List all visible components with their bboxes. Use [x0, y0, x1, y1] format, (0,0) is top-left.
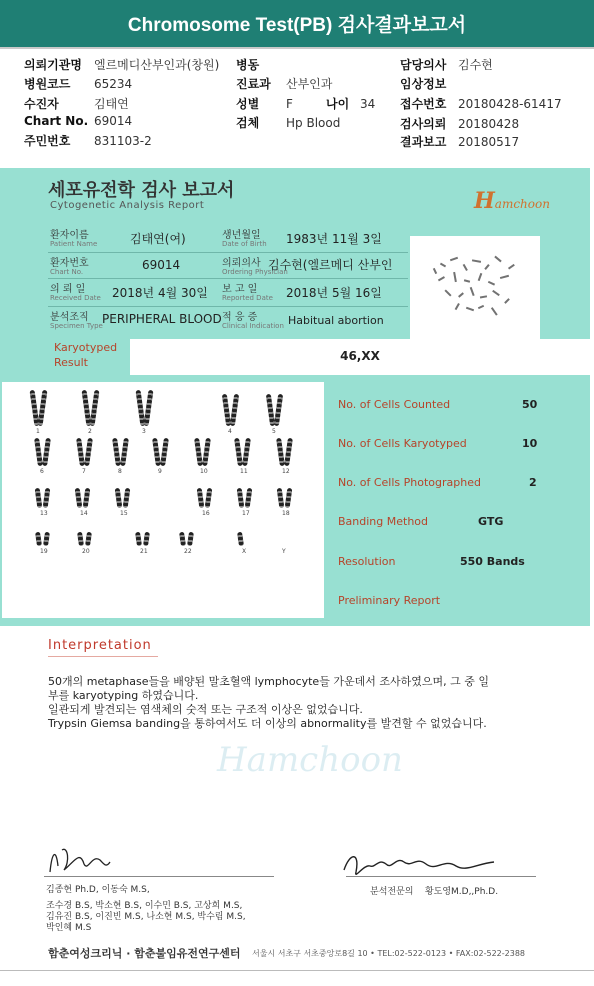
chromosome-number: 2 — [88, 428, 92, 435]
received-date: 2018년 4월 30일 — [112, 286, 208, 300]
karyotype-result: 46,XX — [340, 349, 380, 363]
divider — [48, 252, 408, 253]
metaphase-spread-image — [410, 236, 540, 342]
staff-line: 김유진 B.S, 이진빈 M.S, 나소현 M.S, 박수림 M.S, — [46, 912, 246, 922]
chromosome-number: 17 — [242, 510, 250, 517]
info-request-date: 검사의뢰 20180428 — [400, 117, 520, 131]
report-title: Chromosome Test(PB) 검사결과보고서 — [127, 15, 467, 36]
indication: Habitual abortion — [288, 314, 384, 327]
info-age: 나이 34 — [326, 97, 376, 111]
physician: 김수현(엘르메디 산부인 — [268, 258, 393, 272]
info-resident-no: 주민번호 831103-2 — [24, 134, 152, 148]
cytogenetic-report: 세포유전학 검사 보고서 Cytogenetic Analysis Report Hamchoon 환자이름 Patient Name 김태연(여) 생년월일 Date of Birth 1983년 11월 3일 환자번호 Chart No. 69014 의뢰의사 Ordering Physician 김수현(엘르메디 산부인 의 뢰 일 Received Date 2018년 4월 30일 보 고 일 Reported Date 2018년 5월 16일 분석조직 Specimen Type PERIPHERAL BLOOD 적 응 증 Clinical Indication Habitual abortion Karyotyped Result 46,XX 1 2 3 4 5 6 7 8 9 10 11 12 13 14 15 16 17 18 19 20 21 22 X Y No. of Cells Counted 50 No. of Cells Karyotyped 10 No. of Cells Photographed 2 Banding Method GTG Resolution 550 Bands Preliminary Report — [0, 168, 590, 626]
chromosome-number: 13 — [40, 510, 48, 517]
chromosome-number: Y — [282, 548, 286, 555]
report-heading: 세포유전학 검사 보고서 — [48, 180, 235, 201]
dob: 1983년 11월 3일 — [286, 232, 382, 246]
patient-name: 김태연(여) — [130, 232, 186, 246]
interpretation-line: 50개의 metaphase들을 배양된 말초혈액 lymphocyte들 가운데서 조사하였으며, 그 중 일 — [48, 675, 489, 688]
interpretation-line: 일관되게 발견되는 염색체의 숫적 또는 구조적 이상은 없었습니다. — [48, 703, 363, 716]
chromosome-number: 22 — [184, 548, 192, 555]
physician-label: 의뢰의사 Ordering Physician — [222, 258, 288, 276]
interpretation-line: Trypsin Giemsa banding을 통하여서도 더 이상의 abnormality를 발견할 수 없었습니다. — [48, 717, 487, 730]
info-department: 진료과 산부인과 — [236, 77, 333, 91]
hamchoon-logo: Hamchoon — [474, 188, 550, 214]
chromosome-number: 16 — [202, 510, 210, 517]
interpretation-line: 부를 karyotyping 하였습니다. — [48, 689, 199, 702]
chromosome-number: 8 — [118, 468, 122, 475]
chromosome-number: 19 — [40, 548, 48, 555]
karyotype-result-box — [130, 339, 590, 375]
report-subheading: Cytogenetic Analysis Report — [50, 200, 205, 211]
karyogram-image — [2, 382, 324, 618]
chromosome-number: 3 — [142, 428, 146, 435]
divider — [0, 47, 594, 49]
interpretation-heading: Interpretation — [48, 638, 152, 653]
signature-right-role: 분석전문의 황도영M.D,,Ph.D. — [370, 887, 499, 897]
reported-date-label: 보 고 일 Reported Date — [222, 284, 273, 302]
signature-right-name: 황도영M.D,,Ph.D. — [424, 887, 499, 897]
info-sex: 성별 F — [236, 97, 293, 111]
hamchoon-watermark: Hamchoon — [217, 740, 403, 780]
chart-no-label: 환자번호 Chart No. — [50, 258, 89, 276]
chart-no: 69014 — [142, 258, 181, 272]
divider — [48, 278, 408, 279]
info-ward: 병동 — [236, 58, 260, 72]
report-title-bar — [0, 0, 594, 47]
received-date-label: 의 뢰 일 Received Date — [50, 284, 101, 302]
chromosome-number: 14 — [80, 510, 88, 517]
info-physician: 담당의사 김수현 — [400, 58, 493, 72]
indication-label: 적 응 증 Clinical Indication — [222, 312, 284, 330]
chromosome-number: 4 — [228, 428, 232, 435]
signature-line — [346, 876, 536, 877]
signature-left — [44, 842, 114, 878]
chromosome-number: 15 — [120, 510, 128, 517]
info-specimen: 검체 Hp Blood — [236, 116, 341, 130]
chromosome-number: 5 — [272, 428, 276, 435]
divider — [0, 970, 594, 971]
footer-institution: 함춘여성크리닉 · 함춘불임유전연구센터 — [48, 947, 241, 960]
info-referring-hospital: 의뢰기관명 엘르메디산부인과(창원) — [24, 58, 220, 72]
divider — [48, 656, 158, 657]
info-receipt-no: 접수번호 20180428-61417 — [400, 97, 562, 111]
dob-label: 생년월일 Date of Birth — [222, 230, 267, 248]
chromosome-number: 20 — [82, 548, 90, 555]
specimen-type: PERIPHERAL BLOOD — [102, 312, 222, 326]
chromosome-number: X — [242, 548, 247, 555]
chromosome-number: 11 — [240, 468, 248, 475]
chromosome-number: 21 — [140, 548, 148, 555]
chromosome-number: 10 — [200, 468, 208, 475]
chromosome-number: 18 — [282, 510, 290, 517]
patient-name-label: 환자이름 Patient Name — [50, 230, 98, 248]
karyotyped-result-label: Karyotyped Result — [54, 341, 118, 369]
footer-address: 서울시 서초구 서초중앙로8길 10 • TEL:02-522-0123 • FAX:02-522-2388 — [252, 949, 526, 958]
chromosome-number: 7 — [82, 468, 86, 475]
info-patient: 수진자 김태연 — [24, 97, 129, 111]
staff-line: 박인혜 M.S — [46, 923, 92, 933]
chromosome-number: 9 — [158, 468, 162, 475]
chromosome-number: 6 — [40, 468, 44, 475]
chromosome-number: 12 — [282, 468, 290, 475]
signature-left-name: 김종현 Ph.D, 이동숙 M.S, — [46, 885, 150, 895]
staff-line: 조수경 B.S, 박소현 B.S, 이수민 B.S, 고상희 M.S, — [46, 901, 243, 911]
divider — [48, 306, 408, 307]
reported-date: 2018년 5월 16일 — [286, 286, 382, 300]
signature-line — [44, 876, 274, 877]
info-clinical-info: 임상정보 — [400, 77, 447, 91]
chromosome-number: 1 — [36, 428, 40, 435]
specimen-type-label: 분석조직 Specimen Type — [50, 312, 103, 330]
info-report-date: 결과보고 20180517 — [400, 135, 520, 149]
info-chart-no: Chart No. 69014 — [24, 114, 133, 128]
info-hospital-code: 병원코드 65234 — [24, 77, 133, 91]
